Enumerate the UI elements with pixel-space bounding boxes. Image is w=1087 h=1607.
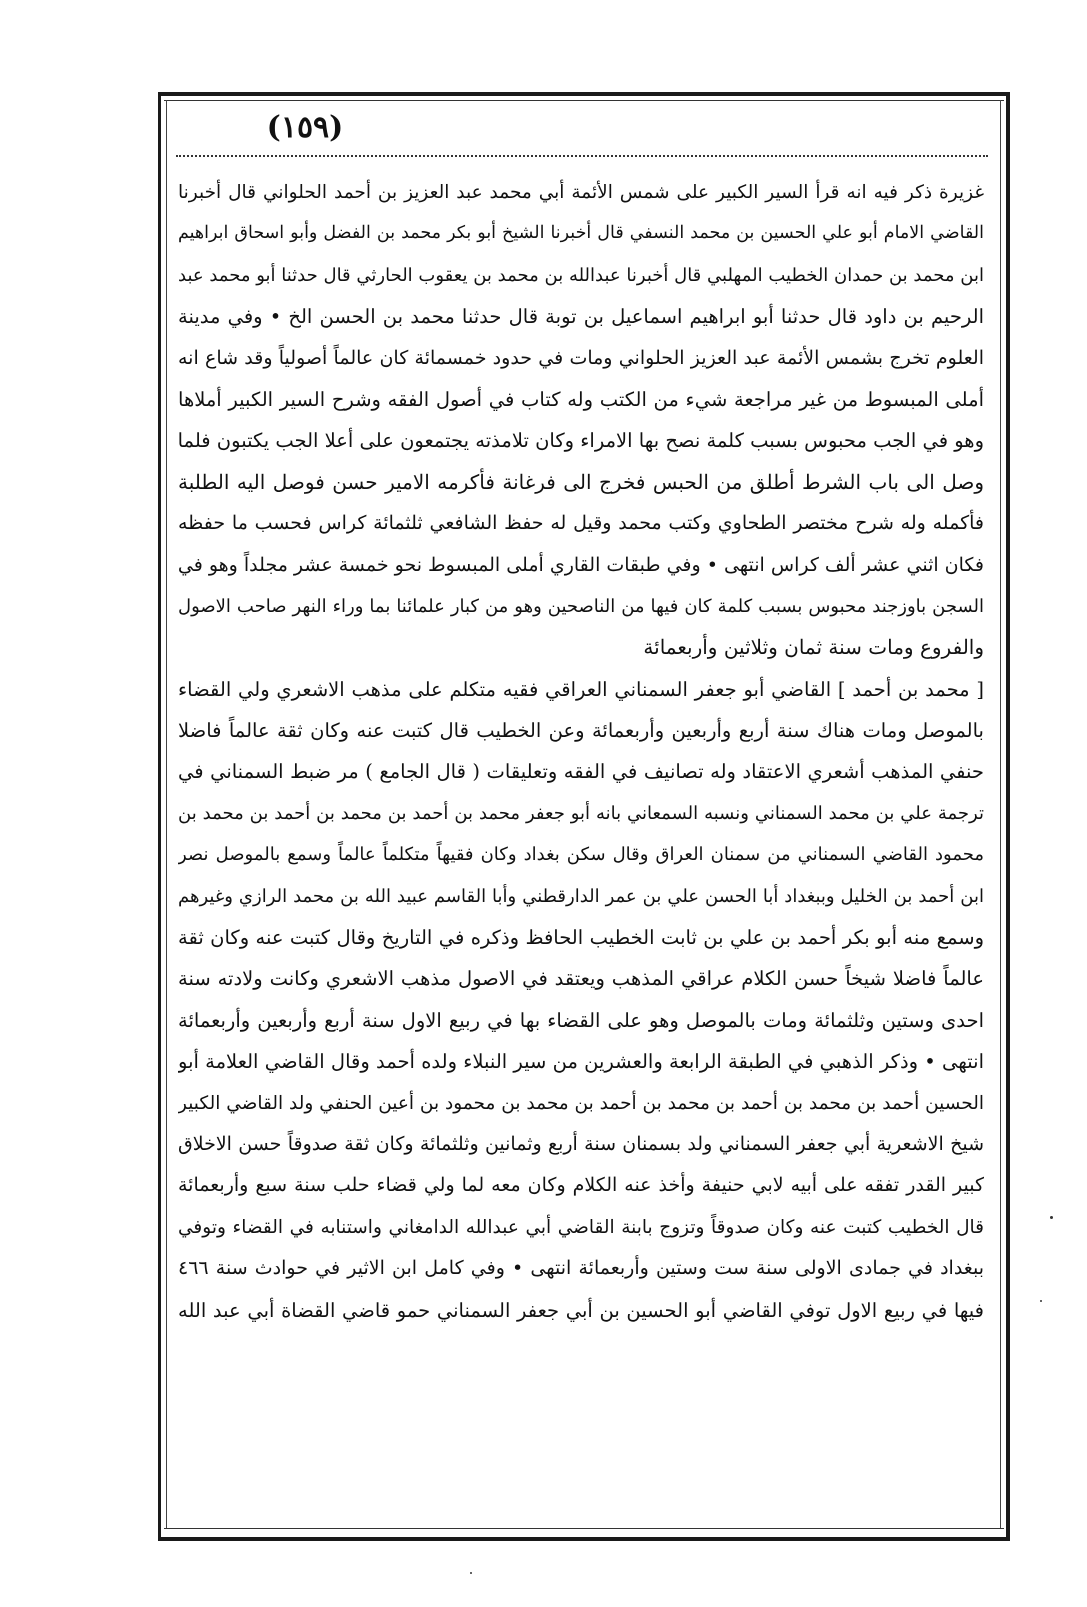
header-divider	[176, 155, 988, 157]
text-line: كبير القدر تفقه على أبيه لابي حنيفة وأخذ عنه الكلام وكان معه لما ولي قضاء حلب سنة سبع وأربعمائة	[178, 1174, 984, 1197]
scan-speck	[1040, 1300, 1042, 1302]
text-line: ببغداد في جمادى الاولى سنة ست وستين وأربعمائة انتهى • وفي كامل ابن الاثير في حوادث سنة ٤٦٦	[178, 1257, 984, 1280]
text-line: العلوم تخرج بشمس الأئمة عبد العزيز الحلواني ومات في حدود خمسمائة كان عالماً أصولياً وقد شاع انه	[178, 346, 984, 369]
text-line: بالموصل ومات هناك سنة أربع وأربعين وأربعمائة وعن الخطيب قال كتبت عنه وكان ثقة عالماً فاضلا	[178, 719, 984, 743]
text-line: فيها في ربيع الاول توفي القاضي أبو الحسين بن أبي جعفر السمناني حمو قاضي القضاة أبي عبد الله	[178, 1298, 984, 1322]
inner-border-top	[164, 100, 1004, 101]
text-line: انتهى • وذكر الذهبي في الطبقة الرابعة والعشرين من سير النبلاء ولده أحمد وقال القاضي العلامة أبو	[178, 1050, 984, 1074]
text-line: فكان اثني عشر ألف كراس انتهى • وفي طبقات القاري أملى المبسوط نحو خمسة عشر مجلداً وهو في	[178, 553, 984, 576]
text-line: محمود القاضي السمناني من سمنان العراق وقال سكن بغداد وكان فقيهاً متكلماً عالماً وسمع بالموصل نصر	[178, 844, 984, 866]
text-line: القاضي الامام أبو علي الحسين بن محمد النسفي قال أخبرنا الشيخ أبو بكر محمد بن الفضل وأبو اسحاق ابراهيم	[178, 223, 984, 244]
text-line: حنفي المذهب أشعري الاعتقاد وله تصانيف في الفقه وتعليقات ( قال الجامع ) مر ضبط السمناني في	[178, 760, 984, 784]
text-line: شيخ الاشعرية أبي جعفر السمناني ولد بسمنان سنة أربع وثمانين وثلثمائة وكان ثقة صدوقاً حسن الاخلاق	[178, 1132, 984, 1155]
text-line: فأكمله وله شرح مختصر الطحاوي وكتب محمد وقيل له حفظ الشافعي ثلثمائة كراس فحسب ما حفظه	[178, 512, 984, 535]
inner-border-right	[1000, 100, 1001, 1528]
text-line: ابن أحمد بن الخليل وببغداد أبا الحسن علي بن عمر الدارقطني وأبا القاسم عبيد الله بن محمد الرازي وغيرهم	[178, 885, 984, 907]
text-line: أملى المبسوط من غير مراجعة شيء من الكتب وله كتاب في أصول الفقه وشرح السير الكبير أملاها	[178, 387, 984, 411]
text-line: الرحيم بن داود قال حدثنا أبو ابراهيم اسماعيل بن توبة قال حدثنا محمد بن الحسن الخ • وفي مدينة	[178, 305, 984, 329]
text-line: وصل الى باب الشرط أطلق من الحبس فخرج الى فرغانة فأكرمه الامير حسن فوصل اليه الطلبة	[178, 469, 984, 494]
text-line: غزيرة ذكر فيه انه قرأ السير الكبير على شمس الأئمة أبي محمد عبد العزيز بن أحمد الحلواني قال أخبرنا	[178, 182, 984, 203]
inner-border-bottom	[164, 1528, 1004, 1529]
text-line: السجن باوزجند محبوس بسبب كلمة كان فيها من الناصحين وهو من كبار علمائنا بما وراء النهر صاحب الاصول	[178, 595, 984, 617]
text-line: ترجمة علي بن محمد السمناني ونسبه السمعاني بانه أبو جعفر محمد بن أحمد بن محمد بن أحمد بن محمد بن	[178, 802, 984, 824]
text-line: الحسين أحمد بن محمد بن أحمد بن محمد بن أحمد بن محمد بن محمود بن أعين الحنفي ولد القاضي الكبير	[178, 1092, 984, 1114]
text-line: وهو في الجب محبوس بسبب كلمة نصح بها الامراء وكان تلامذته يجتمعون على أعلا الجب يكتبون فلما	[178, 429, 984, 453]
scan-speck	[1050, 1216, 1053, 1219]
text-line: احدى وستين وثلثمائة ومات بالموصل وهو على القضاء بها في ربيع الاول سنة أربع وأربعين وأربعمائة	[178, 1008, 984, 1032]
inner-border-left	[166, 100, 167, 1528]
body-text	[178, 172, 984, 1331]
text-line: قال الخطيب كتبت عنه وكان صدوقاً وتزوج بابنة القاضي أبي عبدالله الدامغاني واستنابه في القضاء وتوفي	[178, 1216, 984, 1238]
text-line: ابن محمد بن حمدان الخطيب المهلبي قال أخبرنا عبدالله بن محمد بن يعقوب الحارثي قال حدثنا أبو محمد عبد	[178, 264, 984, 286]
text-line: [ محمد بن أحمد ] القاضي أبو جعفر السمناني العراقي فقيه متكلم على مذهب الاشعري ولي القضاء	[178, 677, 984, 701]
text-line: عالماً فاضلا شيخاً حسن الكلام عراقي المذهب ويعتقد في الاصول مذهب الاشعري وكانت ولادته سنة	[178, 967, 984, 991]
page-number: (١٥٩)	[266, 110, 344, 145]
scan-speck	[470, 1572, 472, 1574]
text-line: وسمع منه أبو بكر أحمد بن علي بن ثابت الخطيب الحافظ وذكره في التاريخ وقال كتبت عنه وكان ثقة	[178, 926, 984, 950]
text-line: والفروع ومات سنة ثمان وثلاثين وأربعمائة	[643, 635, 984, 660]
